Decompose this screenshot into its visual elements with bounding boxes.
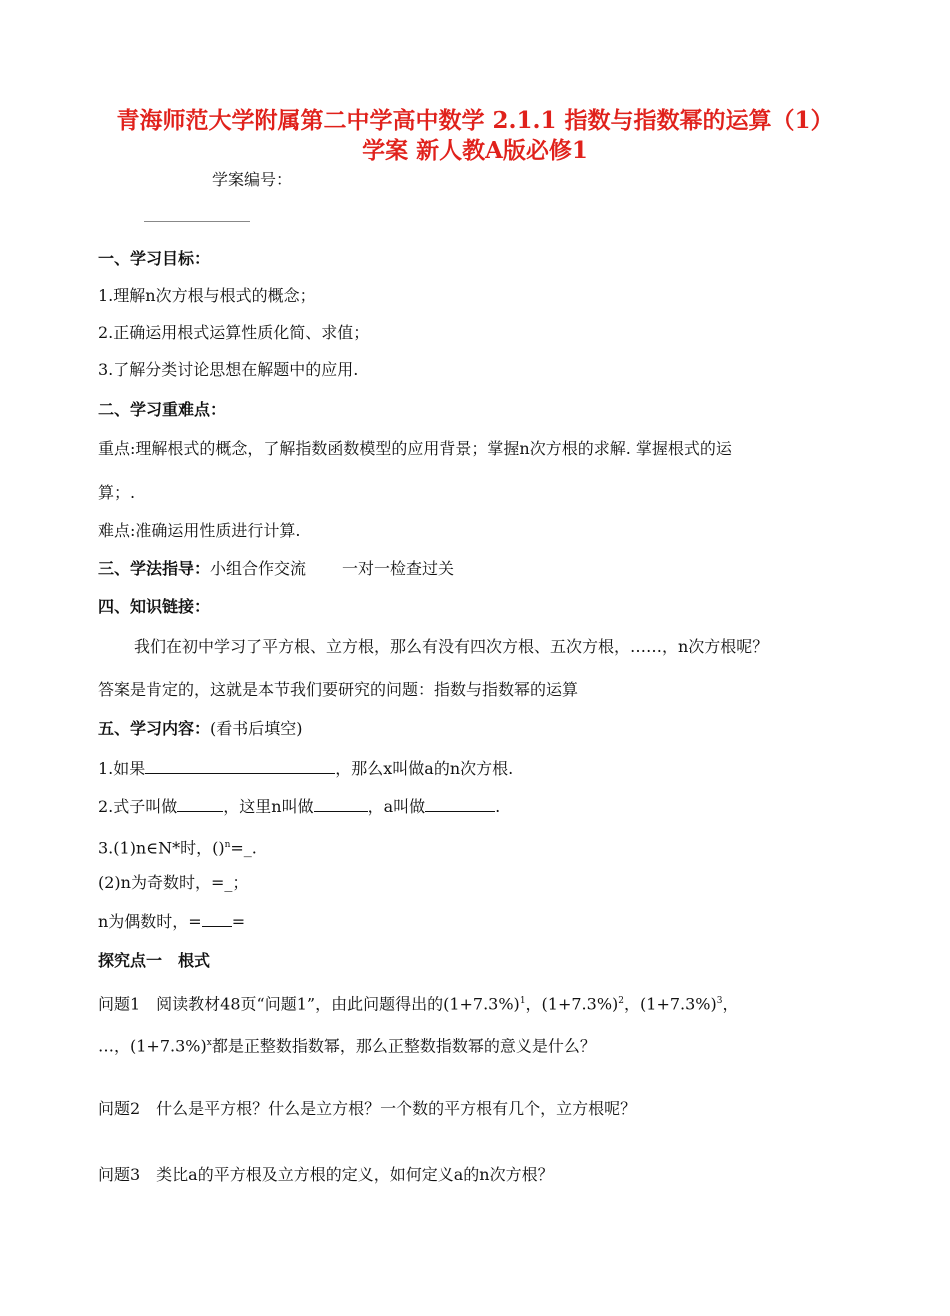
method-text-1: 小组合作交流 xyxy=(210,559,307,578)
question-1-line2: …，$(1+7.3\%)^x$都是正整数指数幂，那么正整数指数幂的意义是什么？ xyxy=(98,1036,596,1056)
case-number-blank xyxy=(144,221,250,222)
fill-blank[interactable] xyxy=(314,795,368,812)
section-5-heading-row xyxy=(98,718,303,740)
section-heading-method: 三、学法指导： xyxy=(98,559,211,578)
section-heading-note: (看书后填空) xyxy=(210,719,303,738)
key-point-line1: 重点:理解根式的概念，了解指数函数模型的应用背景；掌握n次方根的求解. 掌握根式的运 xyxy=(98,439,732,458)
section-heading-key-points: 二、学习重难点： xyxy=(98,400,227,419)
fill-question-1: 1.如果 ，那么x叫做a的n次方根. xyxy=(98,759,514,778)
fill-blank[interactable] xyxy=(202,910,232,927)
knowledge-paragraph-2: 答案是肯定的，这就是本节我们要研究的问题：指数与指数幂的运算 xyxy=(98,680,579,699)
fill-blank[interactable] xyxy=(177,795,223,812)
objective-item: 2.正确运用根式运算性质化简、求值； xyxy=(98,323,370,342)
objective-item: 3.了解分类讨论思想在解题中的应用. xyxy=(98,360,359,379)
section-heading-objectives: 一、学习目标： xyxy=(98,249,211,268)
explore-heading: 探究点一 根式 xyxy=(98,951,211,970)
section-heading-knowledge-link: 四、知识链接： xyxy=(98,597,211,616)
fill-question-3-3: n为偶数时，= = xyxy=(98,912,246,931)
difficult-point: 难点:准确运用性质进行计算. xyxy=(98,521,301,540)
fill-question-3-2: (2)n为奇数时，=_； xyxy=(98,873,249,892)
fill-blank[interactable] xyxy=(425,795,495,812)
key-point-line2: 算；. xyxy=(98,483,136,502)
knowledge-paragraph-1: 我们在初中学习了平方根、立方根，那么有没有四次方根、五次方根，……，n次方根呢？ xyxy=(134,637,769,656)
section-heading-content: 五、学习内容： xyxy=(98,719,211,738)
question-3: 问题3 类比a的平方根及立方根的定义，如何定义a的n次方根？ xyxy=(98,1165,554,1184)
study-method-row xyxy=(98,558,454,580)
case-number-label: 学案编号： xyxy=(212,170,293,189)
fill-question-2: 2.式子叫做 ，这里n叫做 ，a叫做 . xyxy=(98,797,501,816)
question-1-line1: 问题1 阅读教材48页“问题1”，由此问题得出的$(1+7.3\%)^1$，$(1+7.3\%)^2$，$(1+7.3\%)^3$， xyxy=(98,994,739,1014)
method-text-2: 一对一检查过关 xyxy=(342,559,455,578)
question-2: 问题2 什么是平方根？什么是立方根？一个数的平方根有几个，立方根呢？ xyxy=(98,1099,637,1118)
objective-item: 1.理解n次方根与根式的概念； xyxy=(98,286,316,305)
fill-blank[interactable] xyxy=(145,757,335,774)
document-title-line1: 青海师范大学附属第二中学高中数学 2.1.1 指数与指数幂的运算（1） xyxy=(116,107,834,134)
fill-question-3-1: 3.(1)n∈N*时，()$^n$=_. xyxy=(98,838,257,858)
document-title-line2: 学案 新人教A版必修1 xyxy=(362,137,588,164)
